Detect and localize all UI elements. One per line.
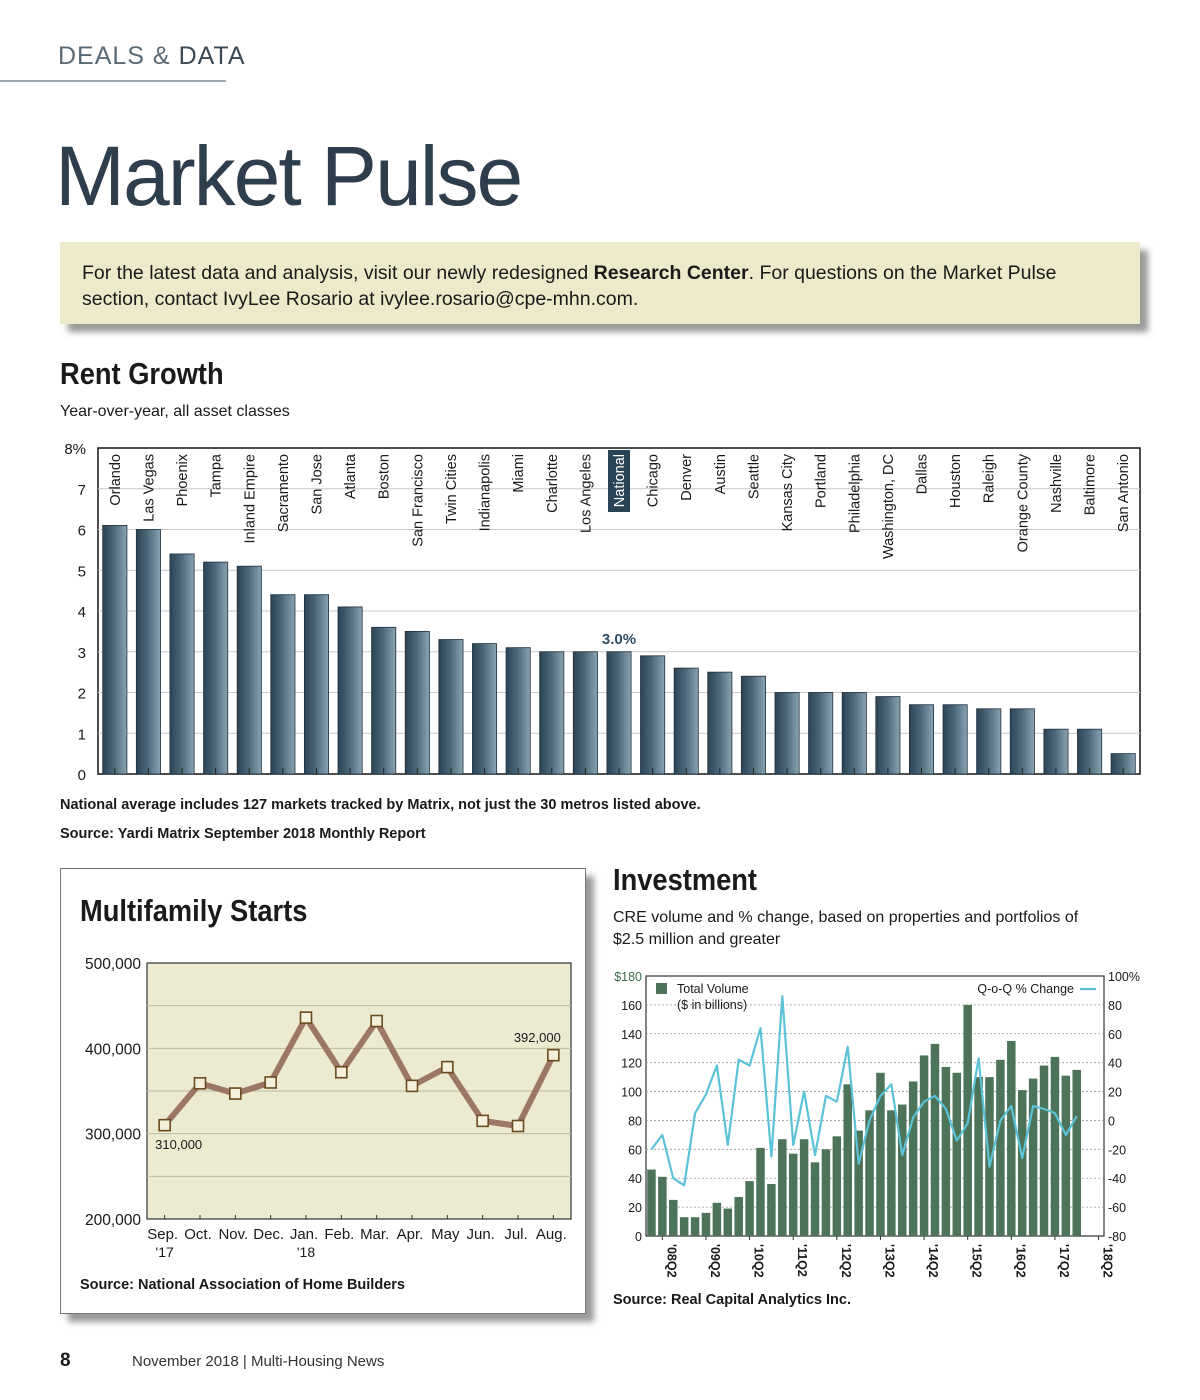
rent-bar	[472, 644, 496, 774]
inv-x-tick-label: '10Q2	[751, 1244, 766, 1278]
inv-volume-bar	[854, 1131, 863, 1236]
rent-category-label: Charlotte	[544, 454, 561, 513]
rent-y-tick-label: 0	[77, 767, 86, 784]
inv-volume-bar	[931, 1044, 940, 1236]
inv-volume-bar	[1018, 1090, 1027, 1236]
starts-x-tick-label: May	[431, 1226, 460, 1243]
starts-x-tick-label: Oct.	[184, 1226, 212, 1243]
starts-point	[159, 1120, 170, 1131]
rent-category-label: Chicago	[645, 454, 662, 508]
inv-x-tick-label: '12Q2	[838, 1244, 853, 1278]
inv-volume-bar	[942, 1067, 951, 1236]
rent-category-label: San Antonio	[1116, 454, 1133, 533]
inv-volume-bar	[1051, 1057, 1060, 1236]
inv-y-tick-label: 100	[621, 1085, 642, 1100]
inv-volume-bar	[974, 1077, 983, 1236]
starts-point	[265, 1077, 276, 1088]
rent-y-tick-label: 7	[77, 481, 86, 499]
rent-category-label: Sacramento	[275, 454, 292, 533]
starts-point	[442, 1062, 453, 1073]
inv-y2-tick-label: 60	[1108, 1027, 1122, 1042]
starts-point	[407, 1080, 418, 1091]
rent-category-label: Portland	[813, 454, 830, 509]
rent-growth-title: Rent Growth	[60, 356, 224, 391]
rent-bar	[573, 652, 597, 774]
rent-bar	[708, 672, 732, 774]
rent-bar	[439, 640, 463, 774]
starts-data-label: 392,000	[513, 1030, 561, 1046]
inv-volume-bar	[800, 1139, 809, 1236]
inv-y-tick-label: 140	[621, 1027, 642, 1042]
rent-category-label: Phoenix	[175, 454, 192, 507]
starts-x-tick-label: Mar.	[360, 1226, 390, 1243]
inv-x-tick-label: '08Q2	[664, 1244, 679, 1278]
rent-bar	[842, 693, 866, 775]
rent-bar	[271, 595, 295, 774]
rent-bar	[540, 652, 564, 774]
inv-volume-bar	[756, 1148, 765, 1236]
rent-category-label: Seattle	[746, 454, 763, 500]
inv-volume-bar	[767, 1184, 776, 1236]
rent-bar	[977, 709, 1001, 774]
starts-point	[548, 1050, 559, 1061]
inv-legend-volume-units: ($ in billions)	[677, 998, 748, 1012]
investment-source: Source: Real Capital Analytics Inc.	[613, 1292, 851, 1308]
rent-category-label: Kansas City	[780, 454, 797, 532]
inv-volume-bar	[734, 1197, 743, 1236]
rent-bar	[405, 631, 429, 774]
starts-y-tick-label: 200,000	[84, 1212, 141, 1229]
inv-volume-bar	[680, 1217, 689, 1236]
rent-bar	[809, 693, 833, 775]
starts-year-label: '18	[296, 1244, 316, 1260]
rent-category-label: Orange County	[1015, 454, 1032, 553]
inv-y2-tick-label: 80	[1108, 998, 1122, 1013]
inv-volume-bar	[724, 1209, 733, 1236]
rent-category-label: San Jose	[309, 454, 326, 515]
inv-volume-bar	[909, 1081, 918, 1236]
multifamily-starts-source: Source: National Association of Home Builders	[80, 1277, 405, 1293]
inv-x-tick-label: '15Q2	[969, 1244, 984, 1278]
inv-volume-bar	[843, 1084, 852, 1236]
investment-chart	[600, 962, 1160, 1282]
starts-year-label: '17	[155, 1244, 174, 1260]
multifamily-starts-chart	[67, 951, 579, 1261]
rent-category-label: Miami	[511, 454, 528, 493]
starts-x-tick-label: Sep.	[147, 1226, 179, 1243]
page-title: Market Pulse	[55, 129, 522, 223]
starts-y-tick-label: 400,000	[84, 1041, 141, 1059]
starts-point	[371, 1016, 382, 1027]
rent-growth-subtitle: Year-over-year, all asset classes	[60, 403, 290, 420]
inv-volume-bar	[1007, 1041, 1016, 1236]
rent-category-label: Atlanta	[343, 454, 360, 500]
inv-y-tick-label: 60	[628, 1143, 642, 1158]
rent-category-label: Dallas	[914, 454, 931, 495]
inv-volume-bar	[647, 1170, 656, 1236]
rent-y-tick-label: 4	[77, 604, 86, 621]
starts-point	[477, 1115, 488, 1126]
inv-y-tick-label: $180	[614, 970, 642, 984]
rent-category-label: Los Angeles	[578, 454, 595, 534]
investment-subtitle-line-2: $2.5 million and greater	[613, 931, 781, 948]
inv-volume-bar	[822, 1149, 831, 1236]
rent-bar	[775, 693, 799, 775]
rent-bar	[103, 525, 127, 774]
starts-x-tick-label: Dec.	[253, 1226, 285, 1243]
rent-category-label: Raleigh	[981, 454, 998, 504]
rent-y-tick-label: 6	[77, 522, 86, 540]
rent-growth-note: National average includes 127 markets tracked by Matrix, not just the 30 metros listed above.	[60, 797, 701, 813]
rent-category-label: Houston	[948, 454, 965, 509]
inv-legend-volume-swatch	[656, 983, 667, 994]
inv-volume-bar	[702, 1213, 711, 1236]
rent-category-label: Inland Empire	[242, 454, 259, 544]
starts-x-tick-label: Jul.	[504, 1226, 528, 1243]
rent-y-tick-label: 3	[77, 644, 86, 662]
inv-volume-bar	[713, 1203, 722, 1236]
rent-bar	[304, 595, 328, 774]
inv-y-tick-label: 40	[628, 1172, 642, 1187]
inv-legend-change-label: Q-o-Q % Change	[977, 982, 1074, 996]
rent-bar	[136, 530, 160, 775]
starts-x-tick-label: Apr.	[396, 1226, 424, 1243]
inv-volume-bar	[658, 1177, 667, 1236]
rent-category-label: Orlando	[107, 454, 124, 506]
inv-volume-bar	[920, 1055, 929, 1236]
inv-volume-bar	[833, 1136, 842, 1236]
investment-subtitle-line-1: CRE volume and % change, based on properties and portfolios of	[613, 909, 1079, 926]
inv-y-tick-label: 0	[635, 1230, 642, 1244]
rent-category-label: Boston	[376, 454, 393, 500]
inv-volume-bar	[953, 1073, 962, 1236]
inv-volume-bar	[898, 1105, 907, 1236]
info-box	[60, 242, 1140, 324]
inv-y-tick-label: 20	[628, 1201, 642, 1216]
rent-category-label: National	[612, 454, 628, 508]
rent-bar	[170, 554, 194, 774]
inv-x-tick-label: '16Q2	[1013, 1244, 1028, 1278]
rent-category-label: Washington, DC	[880, 454, 897, 560]
inv-y-tick-label: 120	[621, 1056, 642, 1071]
inv-y2-tick-label: 0	[1108, 1114, 1115, 1129]
inv-volume-bar	[691, 1217, 700, 1236]
starts-x-tick-label: Nov.	[218, 1226, 249, 1243]
rent-bar	[641, 656, 665, 774]
starts-point	[513, 1120, 524, 1131]
inv-x-tick-label: '13Q2	[882, 1244, 897, 1278]
rent-bar	[372, 627, 396, 774]
rent-growth-source: Source: Yardi Matrix September 2018 Monthly Report	[60, 826, 426, 842]
starts-x-tick-label: Feb.	[324, 1226, 355, 1243]
rent-category-label: Philadelphia	[847, 454, 864, 534]
starts-y-tick-label: 500,000	[84, 956, 141, 973]
inv-volume-bar	[778, 1139, 787, 1236]
starts-point	[230, 1088, 241, 1099]
rent-category-label: Nashville	[1048, 454, 1065, 513]
rent-category-label: San Francisco	[410, 454, 427, 547]
inv-x-tick-label: '09Q2	[707, 1244, 722, 1278]
inv-volume-bar	[669, 1200, 678, 1236]
inv-volume-bar	[887, 1110, 896, 1236]
rent-y-tick-label: 2	[77, 685, 86, 703]
rent-category-label: Tampa	[208, 454, 225, 498]
rent-category-label: Baltimore	[1082, 454, 1099, 516]
page-number: 8	[60, 1350, 71, 1371]
inv-volume-bar	[1040, 1066, 1049, 1236]
rent-bar	[204, 562, 228, 774]
inv-y2-tick-label: -60	[1108, 1201, 1127, 1216]
inv-legend-volume-label: Total Volume	[677, 982, 749, 996]
inv-x-tick-label: '18Q2	[1100, 1244, 1115, 1278]
footer-publication: November 2018 | Multi-Housing News	[132, 1353, 385, 1370]
starts-x-tick-label: Jan.	[289, 1226, 319, 1243]
section-divider	[0, 80, 226, 82]
rent-category-label: Indianapolis	[477, 454, 494, 532]
rent-y-tick-label: 5	[77, 563, 86, 581]
rent-bar	[1077, 729, 1101, 774]
inv-volume-bar	[996, 1060, 1005, 1236]
inv-y2-tick-label: -80	[1108, 1230, 1127, 1244]
starts-x-tick-label: Aug.	[535, 1226, 567, 1243]
inv-y2-tick-label: 100%	[1108, 970, 1140, 984]
multifamily-starts-title: Multifamily Starts	[80, 893, 308, 928]
rent-bar	[741, 676, 765, 774]
inv-x-tick-label: '14Q2	[926, 1244, 941, 1278]
rent-bar	[943, 705, 967, 774]
multifamily-starts-panel	[60, 868, 586, 1314]
starts-x-tick-label: Jun.	[466, 1226, 495, 1243]
inv-y2-tick-label: -40	[1108, 1172, 1127, 1187]
starts-point	[301, 1012, 312, 1023]
rent-bar	[1044, 729, 1068, 774]
rent-bar	[607, 652, 631, 774]
rent-bar	[876, 697, 900, 774]
info-text: For the latest data and analysis, visit our newly redesigned Research Center. For questions on the Market Pulse section, contact IvyLee Rosario at ivylee.rosario@cpe-mhn.com.	[82, 262, 1057, 310]
starts-point	[195, 1078, 206, 1089]
starts-data-label: 310,000	[155, 1137, 203, 1153]
starts-point	[336, 1067, 347, 1078]
inv-volume-bar	[745, 1181, 754, 1236]
rent-category-label: Denver	[679, 454, 696, 501]
rent-bar	[338, 607, 362, 774]
starts-y-tick-label: 300,000	[84, 1126, 141, 1144]
inv-volume-bar	[1072, 1070, 1081, 1236]
inv-volume-bar	[1062, 1076, 1071, 1236]
inv-volume-bar	[789, 1154, 798, 1236]
inv-x-tick-label: '17Q2	[1056, 1244, 1071, 1278]
rent-growth-chart	[50, 438, 1150, 790]
rent-bar	[506, 648, 530, 774]
inv-y2-tick-label: 20	[1108, 1085, 1122, 1100]
rent-bar	[1010, 709, 1034, 774]
rent-y-tick-label: 8%	[64, 441, 86, 458]
rent-y-tick-label: 1	[77, 726, 86, 744]
rent-bar	[237, 566, 261, 774]
rent-category-label: Las Vegas	[141, 454, 158, 522]
rent-category-label: Twin Cities	[443, 454, 460, 525]
investment-title: Investment	[613, 862, 758, 897]
inv-y2-tick-label: 40	[1108, 1056, 1122, 1071]
rent-bar	[674, 668, 698, 774]
inv-y-tick-label: 80	[628, 1114, 642, 1129]
inv-y-tick-label: 160	[621, 998, 642, 1013]
rent-bar	[909, 705, 933, 774]
rent-highlight-label: 3.0%	[601, 630, 637, 648]
inv-x-tick-label: '11Q2	[795, 1244, 810, 1277]
inv-y2-tick-label: -20	[1108, 1143, 1127, 1158]
inv-volume-bar	[811, 1162, 820, 1236]
section-label: DEALS & DATA	[58, 42, 246, 70]
research-center-link[interactable]: Research Center	[593, 262, 749, 284]
rent-category-label: Austin	[712, 454, 729, 495]
inv-volume-bar	[1029, 1079, 1038, 1236]
